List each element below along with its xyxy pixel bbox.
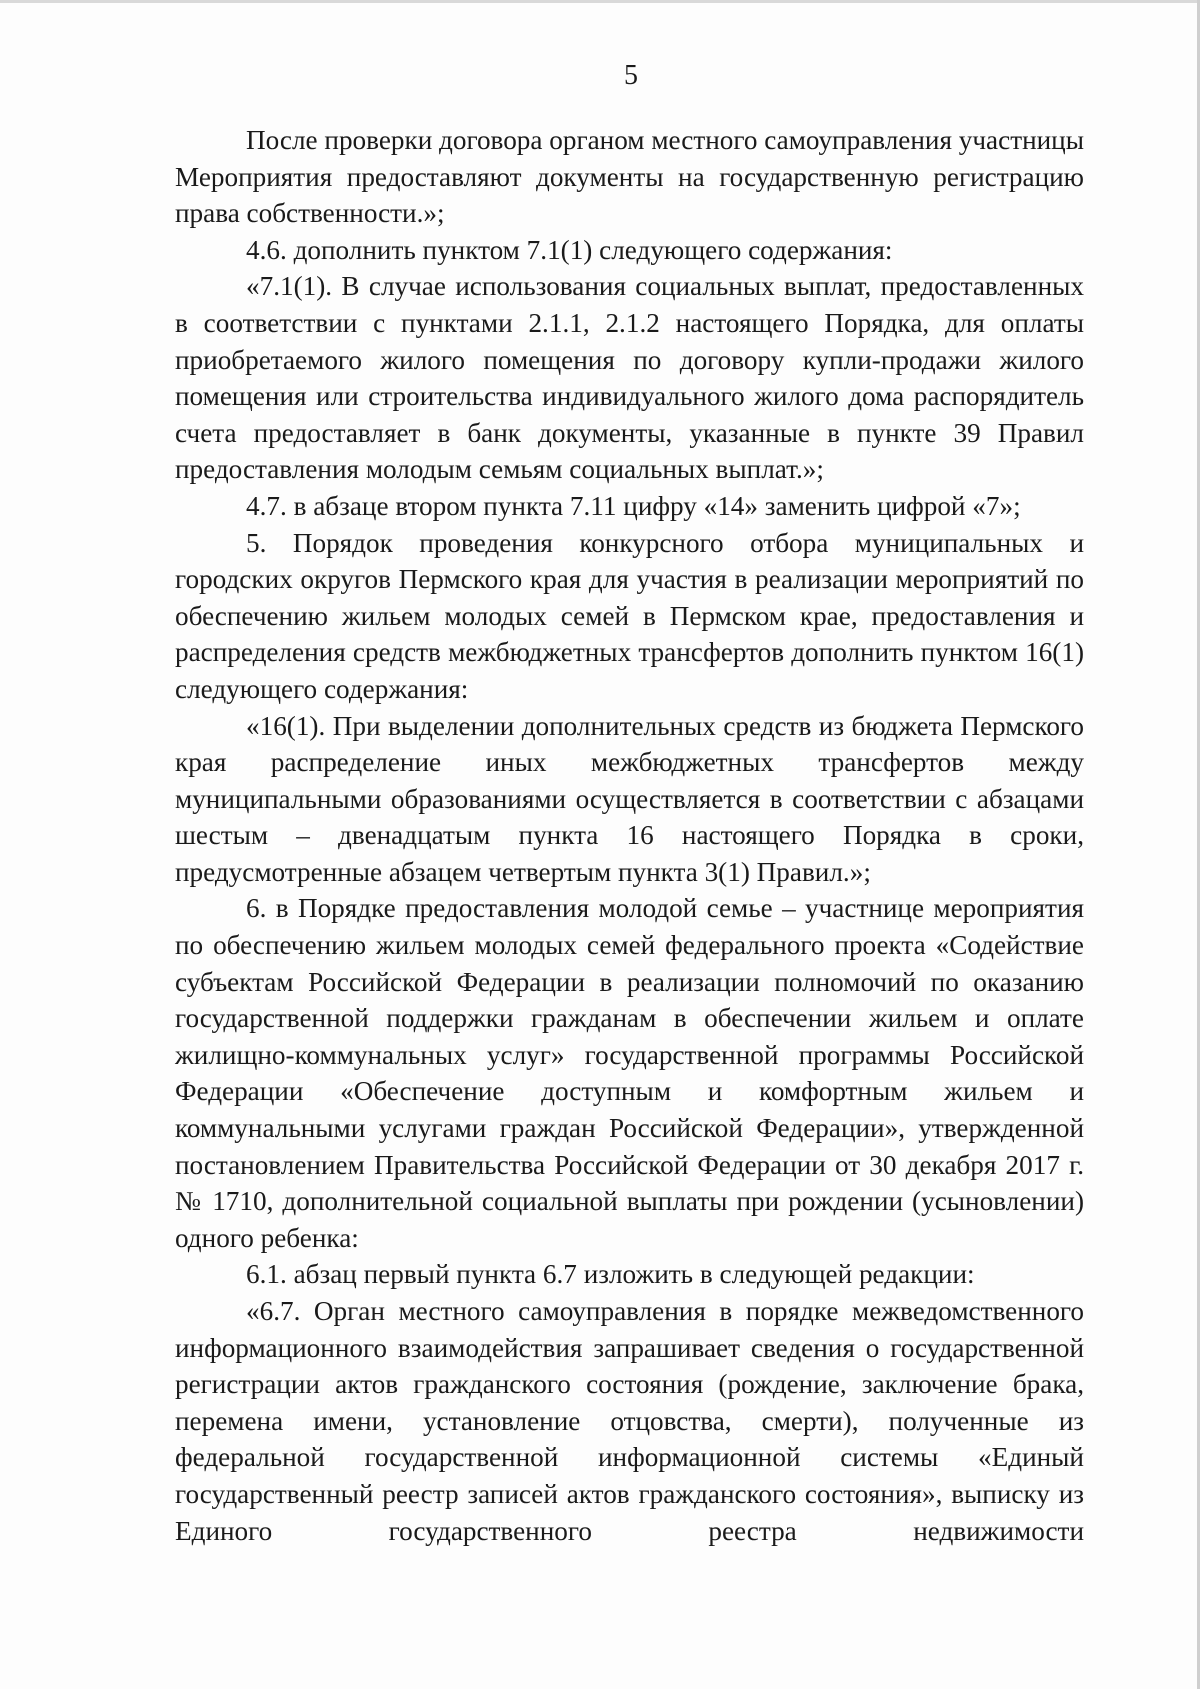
paragraph-point-16-1: «16(1). При выделении дополнительных средств из бюджета Пермского края распределение иных межбюджетных трансфертов между муниципальными образованиями осуществляется в соответствии с абзацами шестым – двенадцатым пункта 16 настоящего Порядка в сроки, предусмотренные абзацем четвертым пункта 3(1) Правил.»; [175, 710, 1084, 887]
page-number: 5 [624, 60, 638, 91]
paragraph-item-5: 5. Порядок проведения конкурсного отбора муниципальных и городских округов Пермского края для участия в реализации мероприятий по обеспечению жильем молодых семей в Пермском крае, предоставления и распределения средств межбюджетных трансфертов дополнить пунктом 16(1) следующего содержания: [175, 527, 1084, 704]
scan-edge-top [0, 0, 1200, 3]
document-body [175, 122, 1084, 1549]
paragraph-item-4-7: 4.7. в абзаце втором пункта 7.11 цифру «14» заменить цифрой «7»; [246, 490, 1021, 521]
paragraph-item-6: 6. в Порядке предоставления молодой семье – участнице мероприятия по обеспечению жильем молодых семей федерального проекта «Содействие субъектам Российской Федерации в реализации полномочий по оказанию государственной поддержки гражданам в обеспечении жильем и оплате жилищно-коммунальных услуг» государственной программы Российской Федерации «Обеспечение доступным и комфортным жильем и коммунальными услугами граждан Российской Федерации», утвержденной постановлением Правительства Российской Федерации от 30 декабря 2017 г. № 1710, дополнительной социальной выплаты при рождении (усыновлении) одного ребенка: [175, 893, 1084, 1253]
paragraph-point-6-7: «6.7. Орган местного самоуправления в порядке межведомственного информационного взаимодействия запрашивает сведения о государственной регистрации актов гражданского состояния (рождение, заключение брака, перемена имени, установление отцовства, смерти), полученные из федеральной государственной информационной системы «Единый государственный реестр записей актов гражданского состояния», выписку из Единого государственного реестра недвижимости [175, 1296, 1084, 1546]
paragraph-item-6-1: 6.1. абзац первый пункта 6.7 изложить в следующей редакции: [246, 1259, 975, 1290]
paragraph-after-contract-check: После проверки договора органом местного самоуправления участницы Мероприятия предоставляют документы на государственную регистрацию права собственности.»; [175, 125, 1084, 229]
paragraph-point-7-1-1: «7.1(1). В случае использования социальных выплат, предоставленных в соответствии с пунктами 2.1.1, 2.1.2 настоящего Порядка, для оплаты приобретаемого жилого помещения по договору купли-продажи жилого помещения или строительства индивидуального жилого дома распорядитель счета предоставляет в банк документы, указанные в пункте 39 Правил предоставления молодым семьям социальных выплат.»; [175, 271, 1084, 485]
paragraph-item-4-6: 4.6. дополнить пунктом 7.1(1) следующего содержания: [246, 234, 893, 265]
